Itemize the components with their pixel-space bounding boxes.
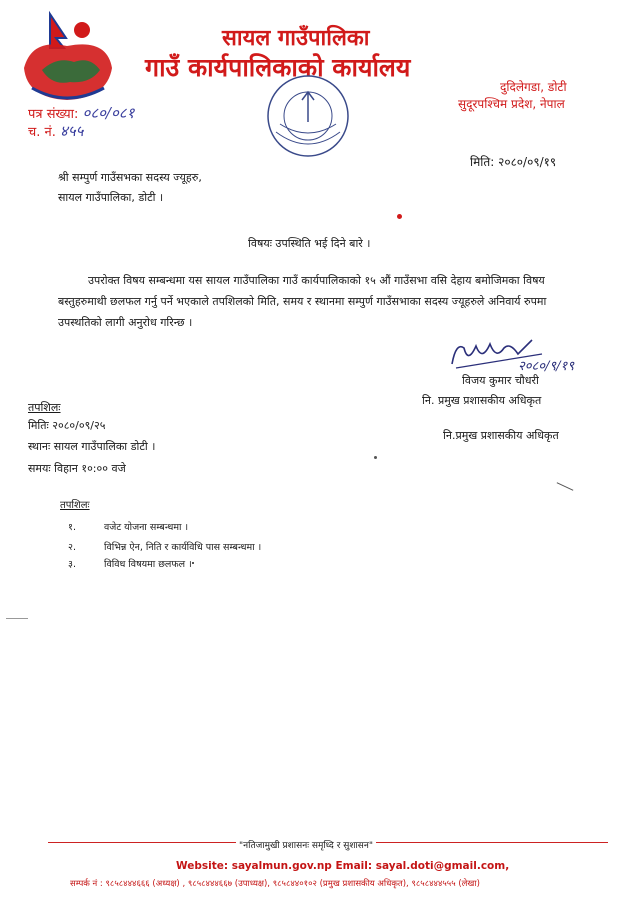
scan-speck: [6, 618, 28, 619]
agenda-item-number: ३.: [68, 559, 76, 570]
recipient-line-1: श्री सम्पुर्ण गाउँसभका सदस्य ज्यूहरु,: [58, 171, 202, 184]
meeting-date: मितिः २०८०/०९/२५: [28, 419, 106, 432]
letter-subject: विषयः उपस्थिति भई दिने बारे ।: [248, 237, 371, 250]
letter-date: मिति: २०८०/०९/१९: [470, 155, 557, 169]
letter-body: उपरोक्त विषय सम्बन्धमा यस सायल गाउँपालिका गाउँ कार्यपालिकाको १५ औं गाउँसभा वसि देहाय बमोजिमका विषय बस्तुहरुमाथी छलफल गर्नु पर्ने भएकाले तपशिलको मिति, समय र स्थानमा सम्पुर्ण गाउँसभाका सदस्य ज्यूहरुले अनिवार्य रुपमा उपस्थतिको लागी अनुरोध गरिन्छ ।: [58, 274, 547, 329]
agenda-item-number: १.: [68, 522, 76, 533]
signatory-name: विजय कुमार चौधरी: [462, 374, 539, 387]
municipality-name: सायल गाउँपालिका: [222, 26, 370, 51]
scan-speck: [374, 456, 377, 459]
agenda-item-number: २.: [68, 542, 76, 553]
office-seal-stamp: [262, 72, 354, 160]
scan-speck: [557, 482, 574, 491]
chalani-number: [28, 121, 83, 141]
scan-speck: [192, 562, 194, 564]
nepal-emblem-logo: [12, 8, 122, 106]
chalani-label: च. नं.: [28, 125, 56, 140]
office-name: गाउँ कार्यपालिकाको कार्यालय: [145, 53, 411, 82]
address-line-1: दुदिलेगडा, डोटी: [500, 80, 567, 94]
recipient-line-2: सायल गाउँपालिका, डोटी ।: [58, 191, 164, 204]
handwritten-signature: [446, 334, 596, 376]
agenda-item-text: विविध विषयमा छलफल ।: [104, 559, 192, 570]
patra-sankhya: [28, 103, 134, 123]
patra-label: पत्र संख्या:: [28, 107, 79, 122]
agenda-item-text: वजेट योजना सम्बन्धमा ।: [104, 522, 189, 533]
details-heading: तपशिलः: [28, 401, 61, 414]
patra-value: ०८०/०८१: [82, 104, 135, 122]
signatory-title: नि. प्रमुख प्रशासकीय अधिकृत: [422, 394, 542, 407]
meeting-time: समयः विहान १०:०० वजे: [28, 462, 126, 475]
address-line-2: सुदूरपश्चिम प्रदेश, नेपाल: [458, 97, 565, 111]
footer-web-email: Website: sayalmun.gov.np Email: sayal.doti@gmail.com,: [176, 860, 510, 872]
agenda-item-text: विभिन्न ऐन, निति र कार्यविधि पास सम्बन्धमा ।: [104, 542, 262, 553]
footer-contact-numbers: सम्पर्क नं : ९८५८४४४६६६ (अध्यक्ष) , ९८५८४४४६६७ (उपाध्यक्ष), ९८५८४४०१०२ (प्रमुख प्रशासकीय अधिकृत), ९८५८४४४५५५ (लेखा): [70, 879, 480, 889]
signature-date: २०८०/९/१९: [518, 359, 575, 374]
footer-slogan: "नतिजामुखी प्रशासनः समृध्दि र सुशासन": [236, 838, 376, 851]
chalani-value: ४५५: [60, 122, 84, 140]
agenda-heading: तपशिलः: [60, 500, 90, 511]
meeting-place: स्थानः सायल गाउँपालिका डोटी ।: [28, 440, 156, 453]
red-dot-mark: [397, 214, 402, 219]
designation-stamp: नि.प्रमुख प्रशासकीय अधिकृत: [443, 429, 559, 442]
